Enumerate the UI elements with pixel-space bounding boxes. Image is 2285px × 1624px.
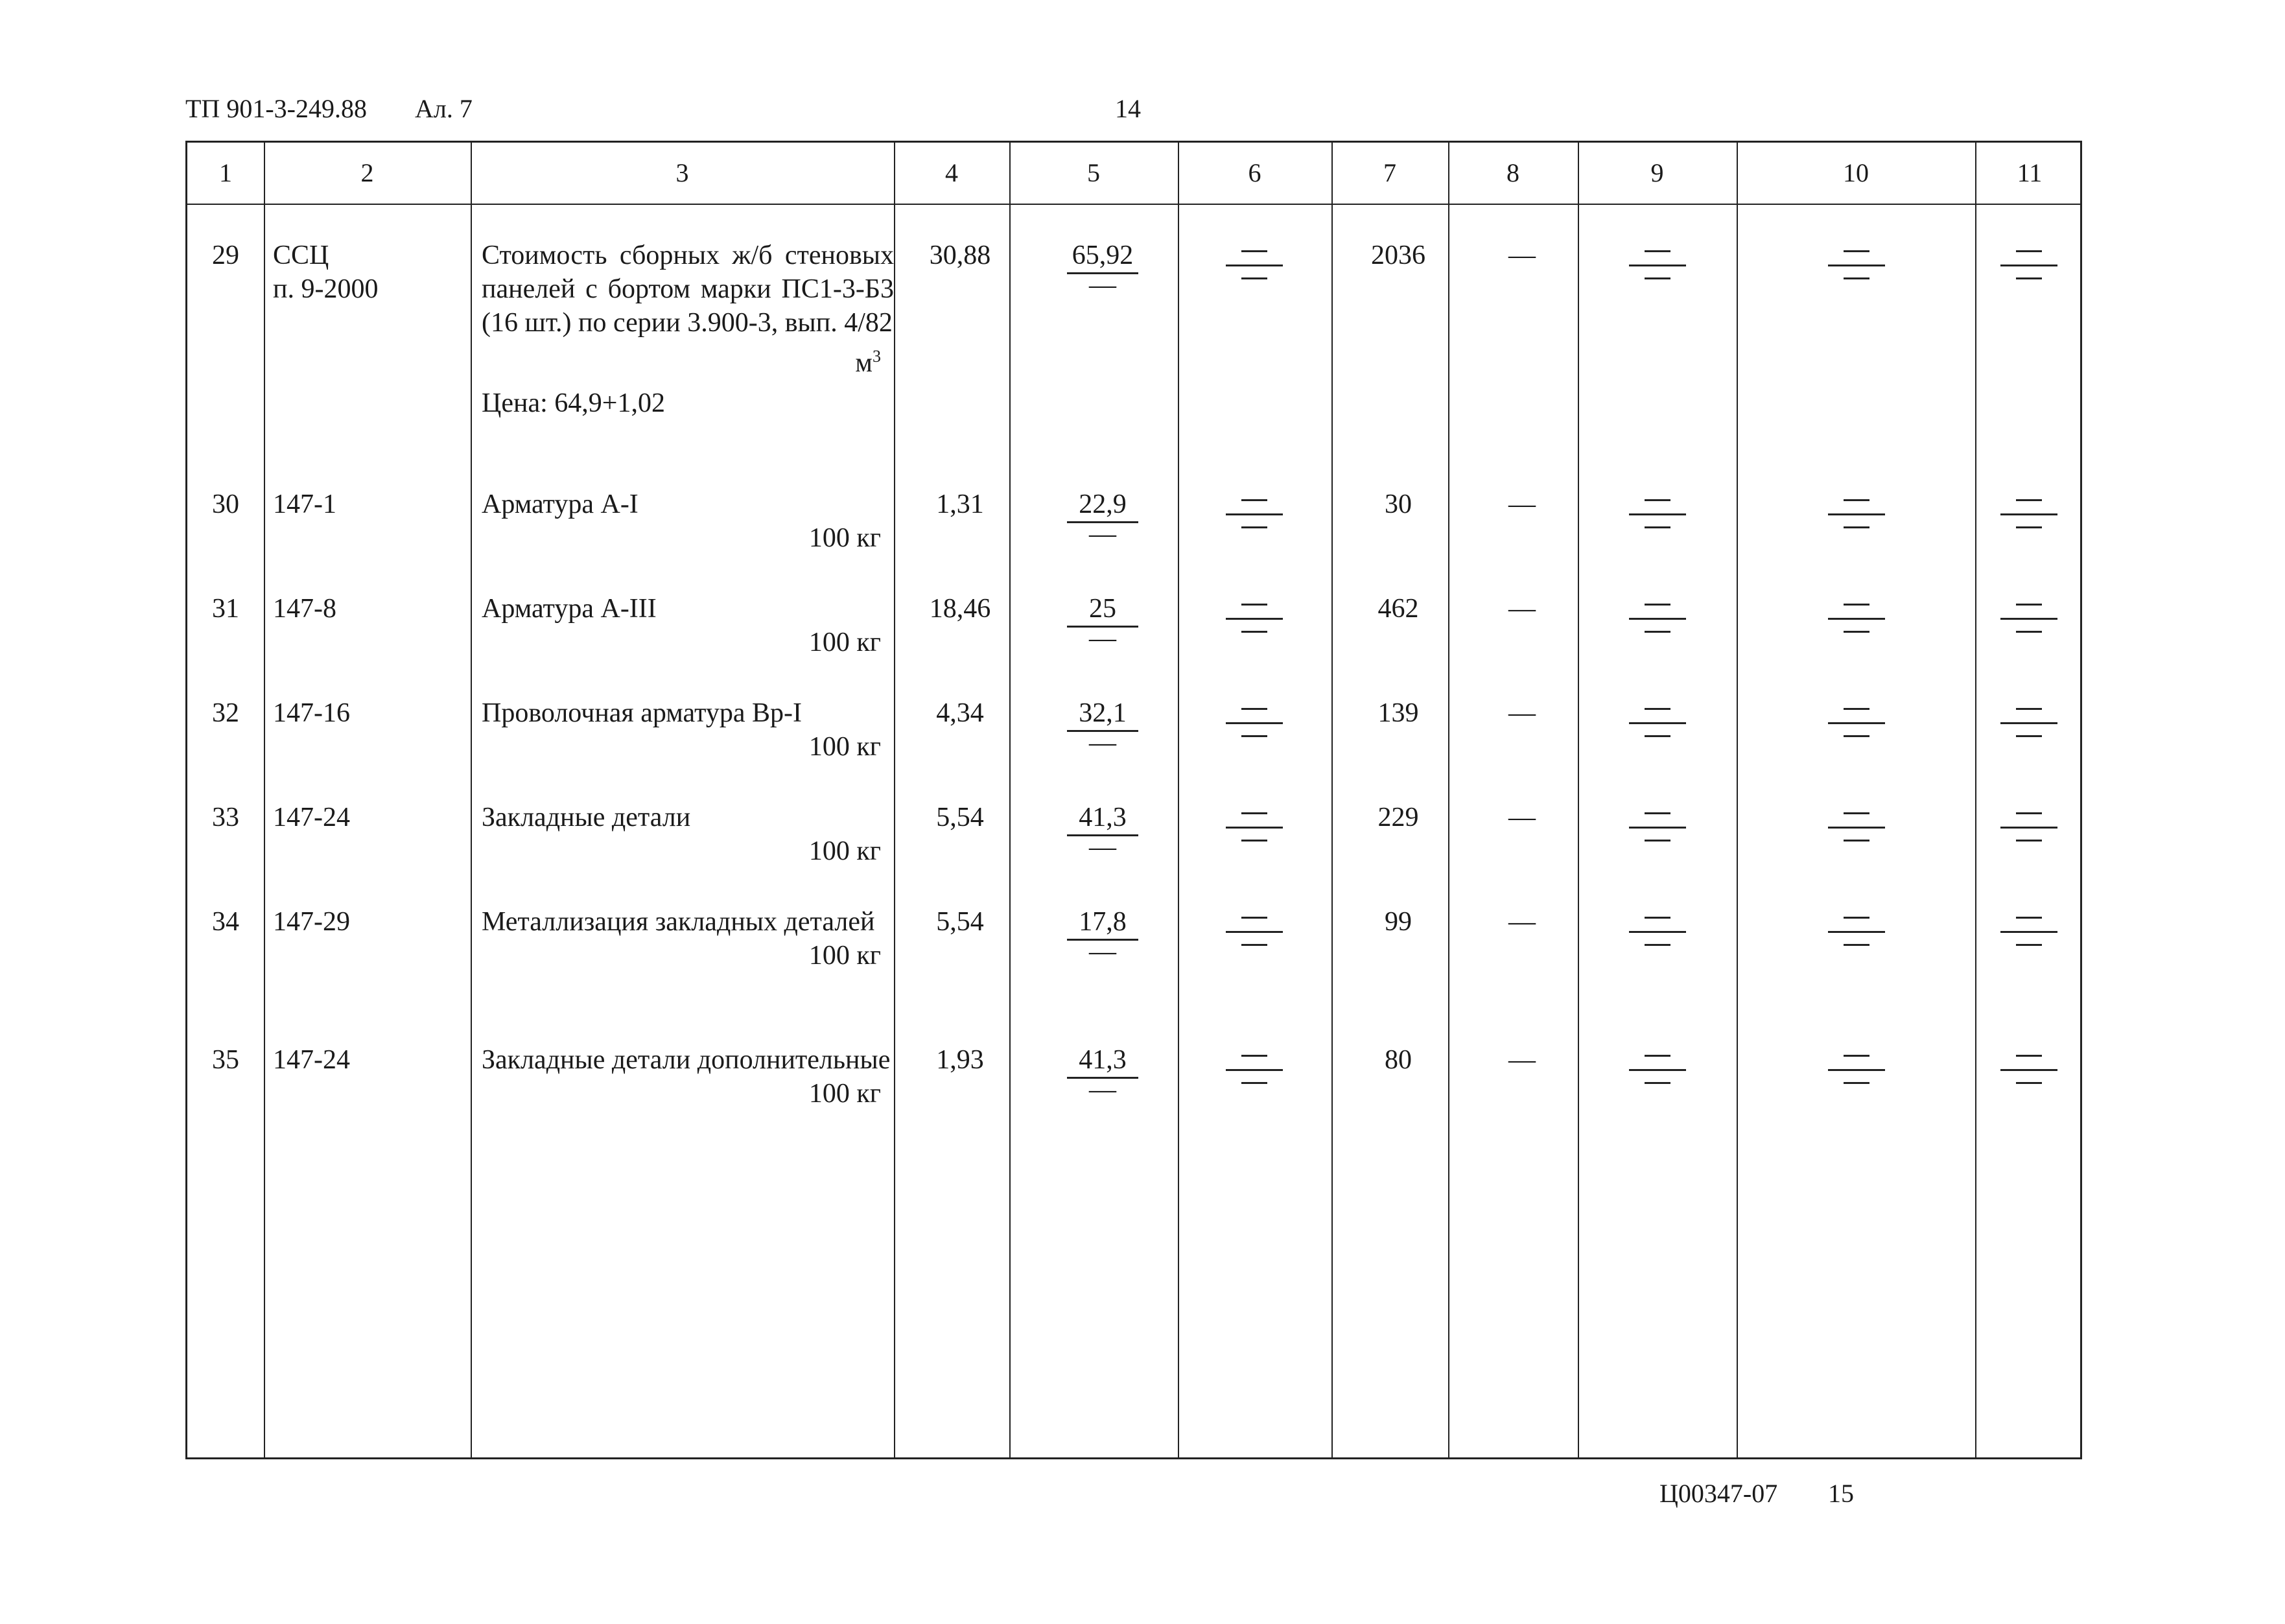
row-unit-cost: $\frac{17,8}{—}$ — [1018, 905, 1187, 969]
empty-fraction — [1628, 905, 1687, 957]
row-quantity: 5,54 — [936, 907, 984, 937]
row-description — [482, 592, 894, 659]
row-quantity: 1,93 — [936, 1045, 984, 1075]
row-description — [482, 696, 894, 764]
row-col8: — — [1508, 803, 1536, 832]
row-code: 147-8 — [273, 594, 336, 624]
description-text: Проволочная арматура Вр-I — [482, 698, 803, 728]
empty-fraction — [1827, 1043, 1886, 1095]
description-text: Арматура А-III — [482, 594, 657, 624]
row-code: 147-16 — [273, 698, 350, 728]
empty-fraction — [1827, 801, 1886, 853]
row-description — [482, 905, 894, 972]
row-col8: — — [1508, 698, 1536, 728]
row-total: 229 — [1377, 803, 1419, 832]
row-total: 462 — [1377, 594, 1419, 624]
column-divider — [1178, 143, 1179, 1457]
document-code: ТП 901-3-249.88 — [185, 94, 367, 123]
unit-label: 100 кг — [808, 1079, 881, 1109]
empty-fraction — [2000, 592, 2058, 644]
column-divider — [894, 143, 895, 1457]
row-quantity: 1,31 — [936, 489, 984, 519]
column-number: 2 — [360, 158, 374, 187]
row-total: 99 — [1385, 907, 1412, 937]
row-unit-cost: $\frac{32,1}{—}$ — [1018, 696, 1187, 760]
row-number: 33 — [212, 803, 239, 832]
column-divider — [1448, 143, 1449, 1457]
empty-fraction — [2000, 905, 2058, 957]
row-description — [482, 801, 894, 868]
row-col8: — — [1508, 489, 1536, 519]
header-divider — [187, 204, 2080, 205]
footer-number: 15 — [1828, 1479, 1854, 1508]
description-text: Закладные детали — [482, 803, 691, 832]
row-number: 30 — [212, 489, 239, 519]
empty-fraction — [1628, 488, 1687, 539]
empty-fraction — [1628, 1043, 1687, 1095]
empty-fraction — [2000, 801, 2058, 853]
unit-label: 100 кг — [808, 732, 881, 762]
empty-fraction — [1628, 696, 1687, 748]
page-number: 14 — [1115, 94, 1141, 123]
unit-label: 100 кг — [808, 628, 881, 657]
row-unit-cost: $\frac{65,92}{—}$ — [1018, 239, 1187, 302]
row-description — [482, 488, 894, 555]
row-total: 2036 — [1371, 241, 1425, 270]
empty-fraction — [1827, 239, 1886, 290]
row-number: 34 — [212, 907, 239, 937]
empty-fraction — [1225, 239, 1283, 290]
column-divider — [1975, 143, 1976, 1457]
footer-code: Ц00347-07 — [1659, 1479, 1778, 1508]
row-number: 35 — [212, 1045, 239, 1075]
empty-fraction — [2000, 239, 2058, 290]
row-unit-cost: $\frac{41,3}{—}$ — [1018, 1043, 1187, 1107]
row-total: 139 — [1377, 698, 1419, 728]
column-divider — [1578, 143, 1579, 1457]
column-number: 7 — [1383, 158, 1396, 187]
row-quantity: 30,88 — [929, 241, 991, 270]
column-number: 6 — [1248, 158, 1261, 187]
row-code: 147-24 — [273, 1045, 350, 1075]
empty-fraction — [1827, 905, 1886, 957]
empty-fraction — [1827, 592, 1886, 644]
description-text: Арматура А-I — [482, 489, 639, 519]
empty-fraction — [1628, 592, 1687, 644]
column-number: 5 — [1087, 158, 1100, 187]
row-total: 30 — [1385, 489, 1412, 519]
unit-label: $м^3$ — [855, 347, 881, 378]
description-text: Закладные детали дополнительные — [482, 1045, 891, 1075]
column-divider — [1009, 143, 1011, 1457]
row-code: 147-29 — [273, 907, 350, 937]
row-unit-cost: $\frac{22,9}{—}$ — [1018, 488, 1187, 551]
column-divider — [264, 143, 265, 1457]
column-divider — [1737, 143, 1738, 1457]
row-col8: — — [1508, 594, 1536, 624]
empty-fraction — [1225, 801, 1283, 853]
row-description — [482, 1043, 894, 1111]
empty-fraction — [1225, 592, 1283, 644]
row-number: 29 — [212, 241, 239, 270]
column-number: 9 — [1650, 158, 1664, 187]
empty-fraction — [1628, 801, 1687, 853]
empty-fraction — [1225, 905, 1283, 957]
price-note: Цена: 64,9+1,02 — [482, 388, 665, 418]
description-text: Стоимость сборных ж/б стеновых панелей с бортом марки ПС1-3-Б3 (16 шт.) по серии 3.900-3, вып. 4/82 — [482, 241, 894, 338]
code-line: ССЦ — [273, 241, 329, 270]
empty-fraction — [1827, 488, 1886, 539]
code-line: п. 9-2000 — [273, 274, 379, 304]
column-number: 3 — [675, 158, 689, 187]
row-col8: — — [1508, 907, 1536, 937]
sheet-label: Ал. 7 — [415, 94, 473, 123]
column-number: 1 — [219, 158, 232, 187]
empty-fraction — [2000, 488, 2058, 539]
row-number: 32 — [212, 698, 239, 728]
estimate-table — [185, 141, 2082, 1459]
empty-fraction — [1827, 696, 1886, 748]
row-unit-cost: $\frac{41,3}{—}$ — [1018, 801, 1187, 864]
row-description — [482, 239, 894, 420]
column-number: 10 — [1843, 158, 1869, 187]
empty-fraction — [1225, 488, 1283, 539]
column-number: 11 — [2017, 158, 2043, 187]
row-total: 80 — [1385, 1045, 1412, 1075]
row-unit-cost: $\frac{25}{—}$ — [1018, 592, 1187, 655]
column-divider — [471, 143, 472, 1457]
unit-label: 100 кг — [808, 523, 881, 553]
row-quantity: 5,54 — [936, 803, 984, 832]
unit-label: 100 кг — [808, 836, 881, 866]
column-number: 8 — [1506, 158, 1519, 187]
description-text: Металлизация закладных деталей — [482, 907, 875, 937]
empty-fraction — [1628, 239, 1687, 290]
empty-fraction — [2000, 696, 2058, 748]
column-number: 4 — [945, 158, 958, 187]
empty-fraction — [1225, 1043, 1283, 1095]
row-quantity: 4,34 — [936, 698, 984, 728]
row-col8: — — [1508, 241, 1536, 270]
unit-label: 100 кг — [808, 941, 881, 971]
row-col8: — — [1508, 1045, 1536, 1075]
row-code — [273, 239, 467, 306]
row-code: 147-24 — [273, 803, 350, 832]
row-number: 31 — [212, 594, 239, 624]
column-divider — [1331, 143, 1333, 1457]
row-quantity: 18,46 — [929, 594, 991, 624]
empty-fraction — [2000, 1043, 2058, 1095]
empty-fraction — [1225, 696, 1283, 748]
row-code: 147-1 — [273, 489, 336, 519]
